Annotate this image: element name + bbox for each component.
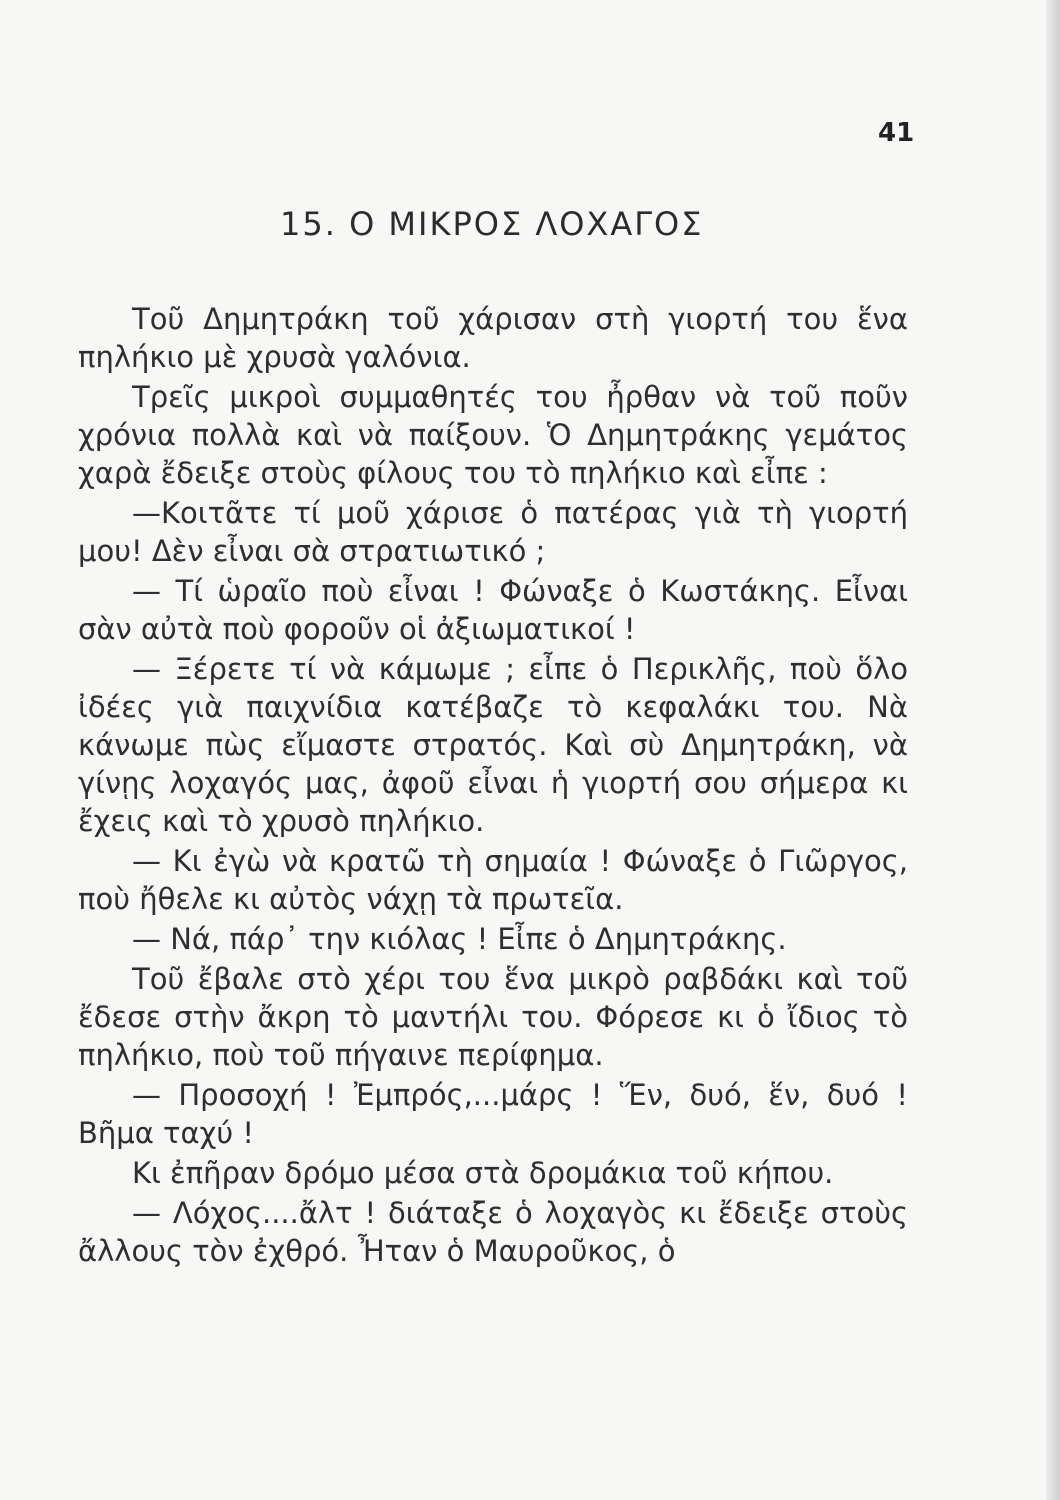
- paragraph: — Ξέρετε τί νὰ κάμωμε ; εἶπε ὁ Περικλῆς, ποὺ ὅλο ἰδέες γιὰ παιχνίδια κατέβαζε τὸ κεφαλάκι του. Νὰ κάνωμε πὼς εἴμαστε στρατός. Καὶ σὺ Δημητράκη, νὰ γίνῃς λοχαγός μας, ἀφοῦ εἶναι ἡ γιορτή σου σήμερα κι ἔχεις καὶ τὸ χρυσὸ πηλήκιο.: [78, 652, 908, 838]
- paragraph: Τοῦ ἔβαλε στὸ χέρι του ἕνα μικρὸ ραβδάκι καὶ τοῦ ἔδεσε στὴν ἄκρη τὸ μαντήλι του. Φόρεσε κι ὁ ἴδιος τὸ πηλήκιο, ποὺ τοῦ πήγαινε περίφημα.: [78, 962, 908, 1072]
- page-number: 41: [878, 118, 915, 148]
- paragraph: — Λόχος....ἄλτ ! διάταξε ὁ λοχαγὸς κι ἔδειξε στοὺς ἄλλους τὸν ἐχθρό. Ἦταν ὁ Μαυροῦκος, ὁ: [78, 1196, 908, 1268]
- paragraph: — Προσοχή ! Ἐμπρός,...μάρς ! Ἕν, δυό, ἕν, δυό ! Βῆμα ταχύ !: [78, 1078, 908, 1150]
- page-edge: [1046, 0, 1060, 1500]
- paragraph: —Κοιτᾶτε τί μοῦ χάρισε ὁ πατέρας γιὰ τὴ γιορτή μου! Δὲν εἶναι σὰ στρατιωτικό ;: [78, 496, 908, 568]
- story-text: [78, 300, 908, 1272]
- paragraph: — Κι ἐγὼ νὰ κρατῶ τὴ σημαία ! Φώναξε ὁ Γιῶργος, ποὺ ἤθελε κι αὐτὸς νάχῃ τὰ πρωτεῖα.: [78, 844, 908, 916]
- paragraph: Τρεῖς μικροὶ συμμαθητές του ἦρθαν νὰ τοῦ ποῦν χρόνια πολλὰ καὶ νὰ παίξουν. Ὁ Δημητράκης γεμάτος χαρὰ ἔδειξε στοὺς φίλους του τὸ πηλήκιο καὶ εἶπε :: [78, 380, 908, 490]
- paragraph: Κι ἐπῆραν δρόμο μέσα στὰ δρομάκια τοῦ κήπου.: [132, 1156, 834, 1190]
- paragraph: — Νά, πάρ᾽ την κιόλας ! Εἶπε ὁ Δημητράκης.: [132, 922, 787, 956]
- chapter-title: 15. Ο ΜΙΚΡΟΣ ΛΟΧΑΓΟΣ: [280, 205, 704, 243]
- paragraph: — Τί ὡραῖο ποὺ εἶναι ! Φώναξε ὁ Κωστάκης. Εἶναι σὰν αὐτὰ ποὺ φοροῦν οἱ ἀξιωματικοί !: [78, 574, 908, 646]
- paragraph: Τοῦ Δημητράκη τοῦ χάρισαν στὴ γιορτή του ἕνα πηλήκιο μὲ χρυσὰ γαλόνια.: [78, 302, 908, 374]
